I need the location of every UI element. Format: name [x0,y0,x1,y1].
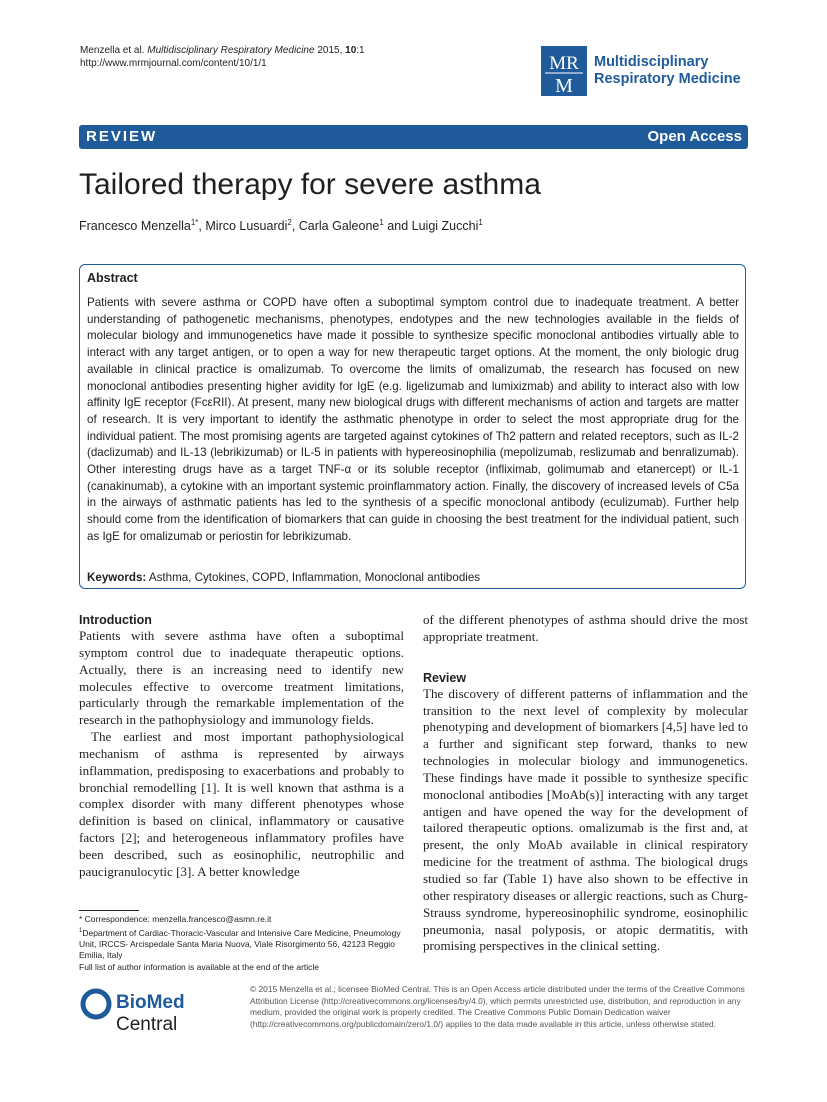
footnotes [79,914,409,973]
keywords [87,570,480,585]
svg-text:M: M [555,75,573,96]
author-info-note: Full list of author information is available at the end of the article [79,961,320,972]
author-list: Francesco Menzella$^{1*}$, Mirco Lusuardi$^2$, Carla Galeone$^1$ and Luigi Zucchi$^1$ [79,218,483,234]
publisher-name: BioMed Central [116,992,185,1035]
journal-logo [541,46,751,96]
right-column [423,612,748,955]
abstract-box [79,264,746,589]
footnote-divider [79,910,139,911]
author[interactable]: Francesco Menzella$^{1*}$ [79,218,199,234]
intro-paragraph-1: Patients with severe asthma have often a suboptimal symptom control due to inadequate therapeutic options. Actually, there is an increasing need to identify new molecules effective to overcome treatment limitations, particularly through the remarkable implementation of the research in the pathophysiology and immunology fields. [79,628,404,728]
svg-text:MR: MR [549,53,579,74]
biomed-central-icon [80,988,112,1020]
intro-paragraph-2: The earliest and most important pathophysiological mechanism of asthma is represented by airways inflammation, predisposing to exacerbations and probably to bronchial remodelling [1]. It is well known that asthma is a complex disorder with many different phenotypes whose definition is based on clinical, inflammatory or causative factors [2]; and heterogeneous inflammatory profiles have been described, such as eosinophilic, neutrophilic and paucigranulocytic [3]. A better knowledge [79,729,404,879]
left-column [79,612,404,881]
keywords-label: Keywords: [87,571,147,584]
keywords-list: Asthma, Cytokines, COPD, Inflammation, Monoclonal antibodies [148,571,481,584]
open-access-label: Open Access [647,128,742,145]
abstract-heading: Abstract [87,271,138,285]
intro-continuation: of the different phenotypes of asthma should drive the most appropriate treatment. [423,612,748,644]
mrm-logo-icon [541,46,587,96]
license-text: © 2015 Menzella et al.; licensee BioMed Central. This is an Open Access article distributed under the terms of the Creative Commons Attribution License (http://creativecommons.org/licenses/by/4.0), which permits unrestricted use, distribution, and reproduction in any medium, provided the original work is properly credited. The Creative Commons Public Domain Dedication waiver (http://creativecommons.org/publicdomain/zero/1.0/) applies to the data made available in this article, unless otherwise stated. [250,984,745,1029]
abstract-text: Patients with severe asthma or COPD have often a suboptimal symptom control due to inadequate treatment. A better understanding of pathogenetic mechanisms, phenotypes, endotypes and the new technologies available in the fields of molecular biology and immunogenetics have made it possible to synthesize specific monoclonal antibodies virtually able to interact with any target antigen, or to open a way for new therapeutic target options. At the moment, the only biologic drug available in clinical practice is omalizumab. To overcome the limits of omalizumab, the research has focused on new monoclonal antibodies presenting higher avidity for IgE (e.g. ligelizumab and lumixizmab) and ability to interact also with low affinity IgE receptor (FcεRII). At present, many new biological drugs with different mechanisms of action and targets are matter of research. It is very important to identify the asthmatic phenotype in order to select the most appropriate drug for the individual patient. The most promising agents are targeted against cytokines of Th2 pattern and related receptors, such as IL-2 (daclizumab) and IL-13 (lebrikizumab) or IL-5 in patients with hypereosinophilia (mepolizumab, reslizumab and benralizumab). Other interesting drugs have as a target TNF-α or its soluble receptor (infliximab, golimumab and etanercept) or IL-1 (canakinumab), a cytokine with an important systemic proinflammatory action. Finally, the discovery of increased levels of C5a in the airways of asthmatic patients has led to the synthesis of a specific monoclonal antibody (eculizumab). Further help should come from the identification of biomarkers that can guide in choosing the best treatment for the individual patient, such as IgE for omalizumab or periostin for lebrikizumab. [87,296,739,543]
article-url[interactable]: http://www.mrmjournal.com/content/10/1/1 [80,58,267,69]
author[interactable]: Carla Galeone$^1$ [298,218,384,234]
article-title: Tailored therapy for severe asthma [79,168,541,201]
affiliation: $^1$Department of Cardiac-Thoracic-Vascular and Intensive Care Medicine, Pneumology Unit, IRCCS- Arcispedale Santa Maria Nuova, Viale Risorgimento 56, 42123 Reggio Emilia, Italy [79,927,401,961]
citation-header [80,44,365,70]
review-paragraph-1: The discovery of different patterns of inflammation and the transition to the next level of complexity by molecular phenotyping and development of biomarkers [4,5] have led to a further and significant step forward, thanks to new technologies in molecular biology and immunogenetics. These findings have made it possible to synthesize specific monoclonal antibodies [MoAb(s)] interacting with any target antigen and have opened the way for the development of tailored therapeutic options. omalizumab is the first and, at present, the only MoAb available in clinical respiratory medicine for the treatment of asthma. The biological drugs studied so far (Table 1) have also shown to be effective in other respiratory diseases or allergic reactions, such as Churg-Strauss syndrome, hypereosinophilic syndrome, eosinophilic pneumonia, nasal polyposis, or atopic dermatitis, with promising perspectives in the clinical setting. [423,685,748,954]
review-heading: Review [423,670,467,685]
publisher-logo [80,987,240,1035]
correspondence[interactable]: * Correspondence: menzella.francesco@asmn.re.it [79,914,272,924]
journal-name: Multidisciplinary Respiratory Medicine [594,54,741,87]
article-type-label: REVIEW [86,128,158,145]
citation-line: Menzella et al. Multidisciplinary Respiratory Medicine 2015, 10:1 [80,45,365,56]
citation-journal: Multidisciplinary Respiratory Medicine [147,45,315,56]
article-type-band [79,125,748,149]
introduction-heading: Introduction [79,613,152,627]
author[interactable]: Luigi Zucchi$^1$ [411,218,483,234]
author[interactable]: Mirco Lusuardi$^2$ [205,218,292,234]
